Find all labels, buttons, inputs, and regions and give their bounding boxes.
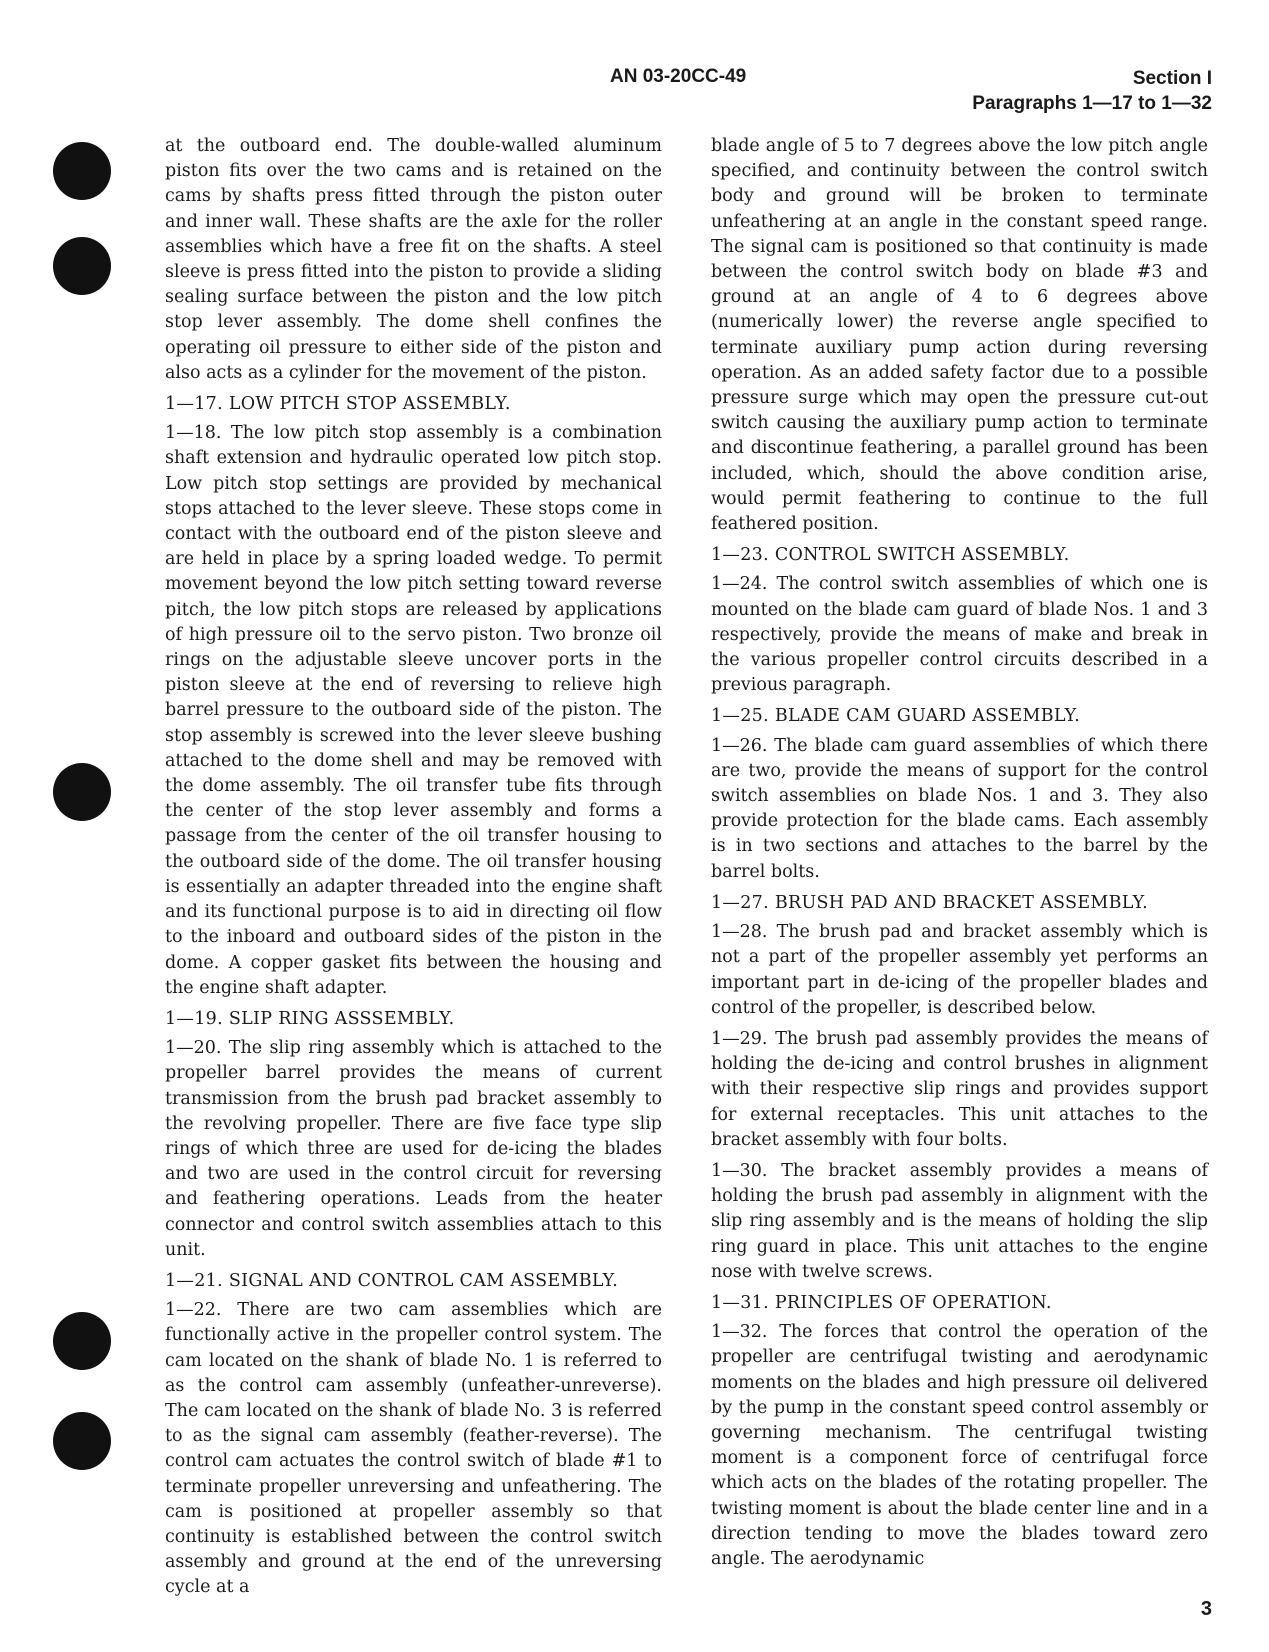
- binder-hole-1: [53, 142, 111, 200]
- binder-hole-3: [53, 763, 111, 821]
- paragraph: blade angle of 5 to 7 degrees above the low pitch angle specified, and continuity between the control switch body and ground will be broken to terminate unfeathering at an angle in the constant speed range. The signal cam is positioned so that continuity is made between the control switch body on blade #3 and ground at an angle of 4 to 6 degrees above (numerically lower) the reverse angle specified to terminate auxiliary pump action during reversing operation. As an added safety factor due to a possible pressure surge which may open the pressure cut-out switch causing the auxiliary pump action to terminate and discontinue feathering, a parallel ground has been included, which, should the above condition arise, would permit feathering to continue to the full feathered position.: [711, 136, 1208, 535]
- paragraph: 1—28. The brush pad and bracket assembly which is not a part of the propeller assembly yet performs an important part in de-icing of the propeller blades and control of the propeller, is described below.: [711, 922, 1208, 1018]
- binder-hole-5: [53, 1412, 111, 1470]
- paragraph: 1—18. The low pitch stop assembly is a combination shaft extension and hydraulic operated low pitch stop. Low pitch stop settings are provided by mechanical stops attached to the lever sleeve. These stops come in contact with the outboard end of the piston sleeve and are held in place by a spring loaded wedge. To permit movement beyond the low pitch setting toward reverse pitch, the low pitch stops are released by applications of high pressure oil to the servo piston. Two bronze oil rings on the adjustable sleeve uncover ports in the piston sleeve at the end of reversing to relieve high barrel pressure to the outboard side of the piston. The stop assembly is screwed into the lever sleeve bushing attached to the dome shell and may be removed with the dome assembly. The oil transfer tube fits through the center of the stop lever assembly and forms a passage from the center of the oil transfer housing to the outboard side of the dome. The oil transfer housing is essentially an adapter threaded into the engine shaft and its functional purpose is to aid in directing oil flow to the inboard and outboard sides of the piston in the dome. A copper gasket fits between the housing and the engine shaft adapter.: [165, 423, 662, 998]
- paragraph: 1—32. The forces that control the operation of the propeller are centrifugal twisting and aerodynamic moments on the blades and high pressure oil delivered by the pump in the constant speed control assembly or governing mechanism. The centrifugal twisting moment is a component force of centrifugal force which acts on the blades of the rotating propeller. The twisting moment is about the blade center line and in a direction tending to move the blades toward zero angle. The aerodynamic: [711, 1322, 1208, 1569]
- section-heading: 1—25. BLADE CAM GUARD ASSEMBLY.: [711, 706, 1081, 727]
- right-column: [711, 134, 1208, 1578]
- binder-hole-4: [53, 1312, 111, 1370]
- paragraphs-range: Paragraphs 1—17 to 1—32: [972, 93, 1212, 114]
- paragraph: 1—30. The bracket assembly provides a means of holding the brush pad assembly in alignment with the slip ring assembly and is the means of holding the slip ring guard in place. This unit attaches to the engine nose with twelve screws.: [711, 1160, 1208, 1282]
- section-heading: 1—17. LOW PITCH STOP ASSEMBLY.: [165, 394, 511, 415]
- section-heading: 1—23. CONTROL SWITCH ASSEMBLY.: [711, 545, 1070, 566]
- section-heading: 1—19. SLIP RING ASSSEMBLY.: [165, 1008, 455, 1029]
- doc-number: AN 03-20CC-49: [610, 66, 747, 87]
- section-label: Section I: [1132, 68, 1212, 89]
- paragraph: 1—24. The control switch assemblies of which one is mounted on the blade cam guard of blade Nos. 1 and 3 respectively, provide the means of make and break in the various propeller control circuits described in a previous paragraph.: [711, 574, 1208, 696]
- paragraph: 1—20. The slip ring assembly which is attached to the propeller barrel provides the means of current transmission from the brush pad bracket assembly to the revolving propeller. There are five face type slip rings of which three are used for de-icing the blades and two are used in the control circuit for reversing and feathering operations. Leads from the heater connector and control switch assemblies attach to this unit.: [165, 1038, 662, 1260]
- paragraph: 1—22. There are two cam assemblies which are functionally active in the propeller control system. The cam located on the shank of blade No. 1 is referred to as the control cam assembly (unfeather-unreverse). The cam located on the shank of blade No. 3 is referred to as the signal cam assembly (feather-reverse). The control cam actuates the control switch of blade #1 to terminate propeller unreversing and unfeathering. The cam is positioned at propeller assembly so that continuity is established between the control switch assembly and ground at the end of the unreversing cycle at a: [165, 1300, 662, 1598]
- section-heading: 1—31. PRINCIPLES OF OPERATION.: [711, 1292, 1052, 1313]
- section-heading: 1—21. SIGNAL AND CONTROL CAM ASSEMBLY.: [165, 1270, 619, 1291]
- paragraph: 1—29. The brush pad assembly provides the means of holding the de-icing and control brushes in alignment with their respective slip rings and provides support for external receptacles. This unit attaches to the bracket assembly with four bolts.: [711, 1028, 1208, 1150]
- section-heading: 1—27. BRUSH PAD AND BRACKET ASSEMBLY.: [711, 892, 1149, 913]
- left-column: [165, 134, 662, 1607]
- section-header: [972, 66, 1212, 116]
- paragraph: at the outboard end. The double-walled aluminum piston fits over the two cams and is retained on the cams by shafts press fitted through the piston outer and inner wall. These shafts are the axle for the roller assemblies which have a free fit on the shafts. A steel sleeve is press fitted into the piston to provide a sliding sealing surface between the piston and the low pitch stop lever assembly. The dome shell confines the operating oil pressure to either side of the piston and also acts as a cylinder for the movement of the piston.: [165, 136, 662, 383]
- page-number: 3: [1200, 1598, 1212, 1620]
- paragraph: 1—26. The blade cam guard assemblies of which there are two, provide the means of support for the control switch assemblies on blade Nos. 1 and 3. They also provide protection for the blade cams. Each assembly is in two sections and attaches to the barrel by the barrel bolts.: [711, 735, 1208, 882]
- binder-hole-2: [53, 237, 111, 295]
